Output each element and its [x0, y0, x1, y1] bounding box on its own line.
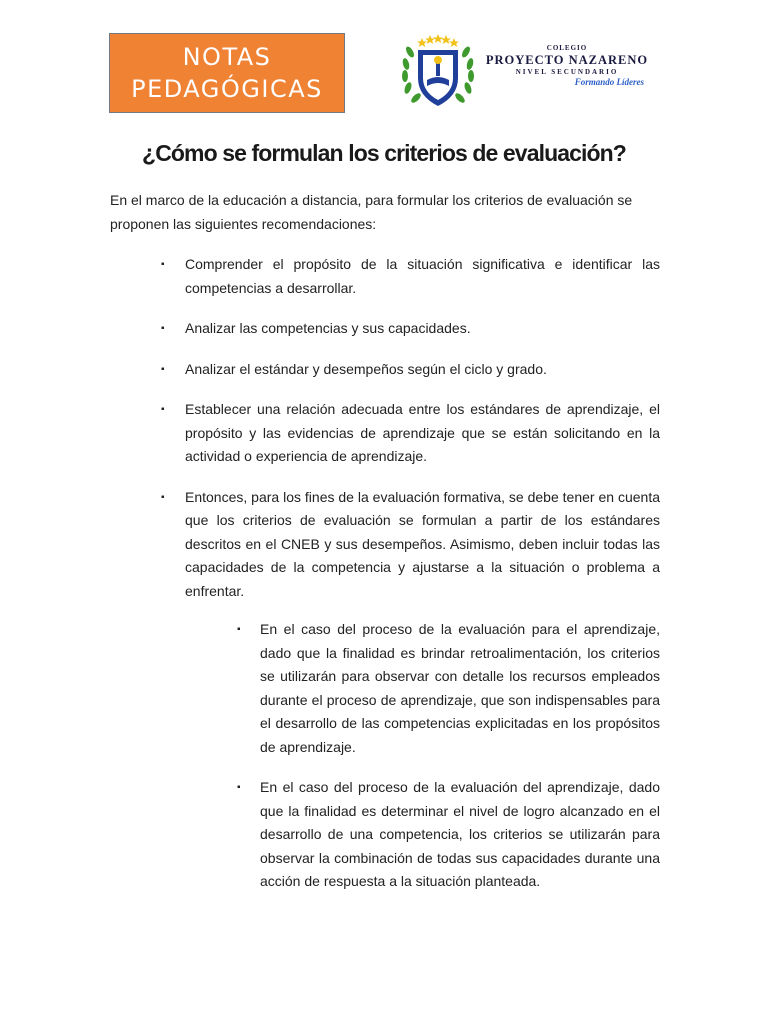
school-level: NIVEL SECUNDARIO	[515, 68, 619, 76]
list-item: ▪ Comprender el propósito de la situación significativa e identificar las competencias a desarrollar.	[110, 253, 660, 300]
list-item: ▪ En el caso del proceso de la evaluación del aprendizaje, dado que la finalidad es determinar el nivel de logro alcanzado en el desarrollo de una competencia, los criterios se utilizarán para observar la combinación de todas sus capacidades durante una acción de respuesta a la situación planteada.	[110, 776, 660, 894]
bullet-icon: ▪	[161, 404, 165, 415]
intro-paragraph: En el marco de la educación a distancia, para formular los criterios de evaluación se proponen las siguientes recomendaciones:	[110, 192, 633, 232]
bullet-icon: ▪	[161, 259, 165, 270]
badge-line-2: PEDAGÓGICAS	[131, 75, 323, 103]
school-slogan: Formando Líderes	[574, 77, 644, 87]
bullet-icon: ▪	[237, 782, 241, 793]
list-item: ▪ Analizar las competencias y sus capacidades.	[110, 317, 660, 341]
bullet-icon: ▪	[237, 624, 241, 635]
list-item: ▪ Entonces, para los fines de la evaluación formativa, se debe tener en cuenta que los criterios de evaluación se formulan a partir de los estándares descritos en el CNEB y sus desempeños. Asimismo, deben incluir todas las capacidades de la competencia y ajustarse a la situación o problema a enfrentar.	[110, 486, 660, 604]
list-item: ▪ Establecer una relación adecuada entre los estándares de aprendizaje, el propósito y las evidencias de aprendizaje que se están solicitando en la actividad o experiencia de aprendizaje.	[110, 398, 660, 469]
page-title: ¿Cómo se formulan los criterios de evaluación?	[142, 140, 626, 166]
school-logo	[398, 32, 658, 116]
recommendations-list	[110, 253, 660, 620]
notas-pedagogicas-badge	[109, 33, 345, 113]
bullet-icon: ▪	[161, 363, 165, 375]
list-item: ▪ Analizar el estándar y desempeños según el ciclo y grado.	[110, 358, 660, 382]
bullet-icon: ▪	[161, 491, 165, 503]
school-colegio-label: COLEGIO	[546, 44, 588, 52]
sub-items-list	[110, 618, 660, 911]
bullet-icon: ▪	[161, 323, 165, 334]
badge-line-1: NOTAS	[182, 43, 272, 71]
list-item: ▪ En el caso del proceso de la evaluación para el aprendizaje, dado que la finalidad es brindar retroalimentación, los criterios se utilizarán para observar con detalle los recursos empleados durante el proceso de aprendizaje, que son indispensables para el desarrollo de las competencias explicitadas en los propósitos de aprendizaje.	[110, 618, 660, 759]
school-name: PROYECTO NAZARENO	[485, 53, 649, 67]
school-name-block	[476, 44, 658, 88]
school-crest-icon	[398, 32, 478, 116]
